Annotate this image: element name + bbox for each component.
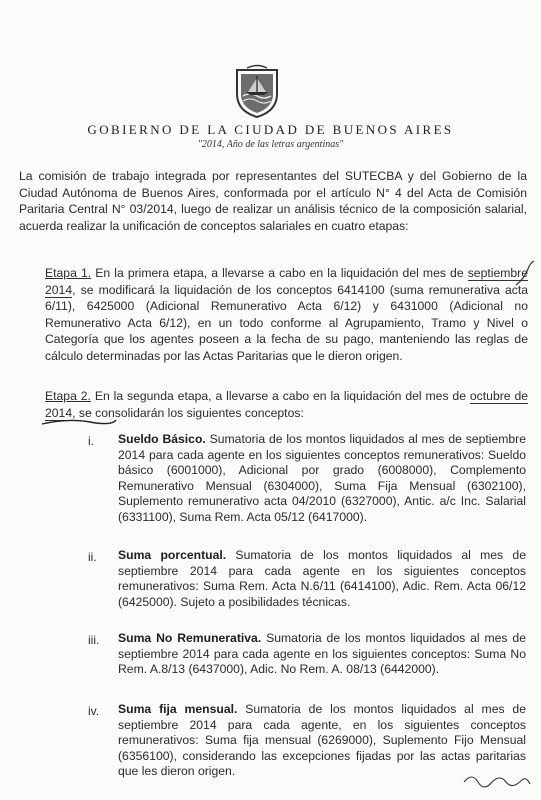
etapa-1-text-b: , se modificará la liquidación de los conceptos 6414100 (suma remunerativa acta 6/11), 6425000 (Adicional Remunerativo Acta 6/12) y 6431000 (Adicional no Remunerativo Acta 6/12), en un todo conforme al Agrupamiento, Tramo y Nivel o Categoría que los agentes poseen a la fecha de su pago, manteniendo las reglas de cálculo determinadas por las Actas Paritarias que le dieron origen. bbox=[45, 282, 528, 363]
etapa-2-date: octubre de 2014 bbox=[45, 389, 529, 420]
item-4-numeral: iv. bbox=[88, 704, 100, 718]
etapa-1-date: septiembre 2014 bbox=[45, 266, 528, 297]
etapa-2-text-b: , se consolidarán los siguientes conceptos: bbox=[72, 405, 304, 420]
item-3-title: Suma No Remunerativa. bbox=[118, 631, 262, 645]
item-3-numeral: iii. bbox=[88, 633, 100, 647]
item-1-text: Sumatoria de los montos liquidados al mes de septiembre 2014 para cada agente en los siguientes conceptos remunerativos: Sueldo básico (6001000), Adicional por grado (6008000), Complemento Remunerativo Mensual (6304000), Suma Fija Mensual (6302100), Suplemento remunerativo acta 04/2010 (6327000), Antic. a/c Inc. Salarial (6331100), Suma Rem. Acta 05/12 (6417000). bbox=[118, 432, 526, 524]
pen-scribble-mark-icon bbox=[462, 768, 532, 796]
pen-underline-mark-icon bbox=[38, 400, 118, 430]
etapa-1-paragraph bbox=[45, 265, 528, 364]
item-1-paragraph bbox=[118, 432, 526, 526]
etapa-1-label: Etapa 1. bbox=[45, 266, 92, 280]
item-4-text: Sumatoria de los montos liquidados al mes de septiembre 2014 para cada agente, en los siguientes conceptos remunerativos: Suma fija mensual (6269000), Suplemento Fijo Mensual (6356100), considerando las excepciones fijadas por las actas paritarias que les dieron origen. bbox=[118, 702, 526, 779]
item-1-title: Sueldo Básico. bbox=[118, 432, 206, 446]
city-seal-icon bbox=[231, 64, 283, 118]
item-1-numeral: i. bbox=[88, 434, 94, 448]
etapa-2-label: Etapa 2. bbox=[45, 389, 91, 403]
etapa-1-text-a: En la primera etapa, a llevarse a cabo en la liquidación del mes de bbox=[91, 266, 468, 280]
item-2-text: Sumatoria de los montos liquidados al mes de septiembre 2014 para cada agente en los siguientes conceptos remunerativos: Suma Rem. Acta N.6/11 (6414100), Adic. Rem. Acta 06/12 (6425000). Sujeto a posibilidades técnicas. bbox=[118, 548, 526, 609]
government-header-title: GOBIERNO DE LA CIUDAD DE BUENOS AIRES bbox=[87, 122, 454, 137]
header-year-motto: "2014, Año de las letras argentinas" bbox=[197, 139, 344, 150]
intro-paragraph: La comisión de trabajo integrada por representantes del SUTECBA y del Gobierno de la Ciudad Autónoma de Buenos Aires, conformada por el artículo N° 4 del Acta de Comisión Paritaria Central N° 03/2014, luego de realizar un análisis técnico de la composición salarial, acuerda realizar la unificación de conceptos salariales en cuatro etapas: bbox=[19, 169, 527, 233]
item-4-title: Suma fija mensual. bbox=[118, 702, 238, 716]
etapa-2-text-a: En la segunda etapa, a llevarse a cabo en la liquidación del mes de bbox=[90, 389, 470, 403]
item-2-numeral: ii. bbox=[88, 550, 97, 564]
item-2-title: Suma porcentual. bbox=[118, 548, 227, 562]
item-2-paragraph bbox=[118, 548, 526, 610]
item-3-text: Sumatoria de los montos liquidados al mes de septiembre 2014 para cada agente en los siguientes conceptos: Suma No Rem. A.8/13 (6437000), Adic. No Rem. A. 08/13 (6442000). bbox=[118, 631, 526, 677]
item-3-paragraph bbox=[118, 631, 526, 678]
pen-margin-mark-icon bbox=[510, 255, 538, 295]
